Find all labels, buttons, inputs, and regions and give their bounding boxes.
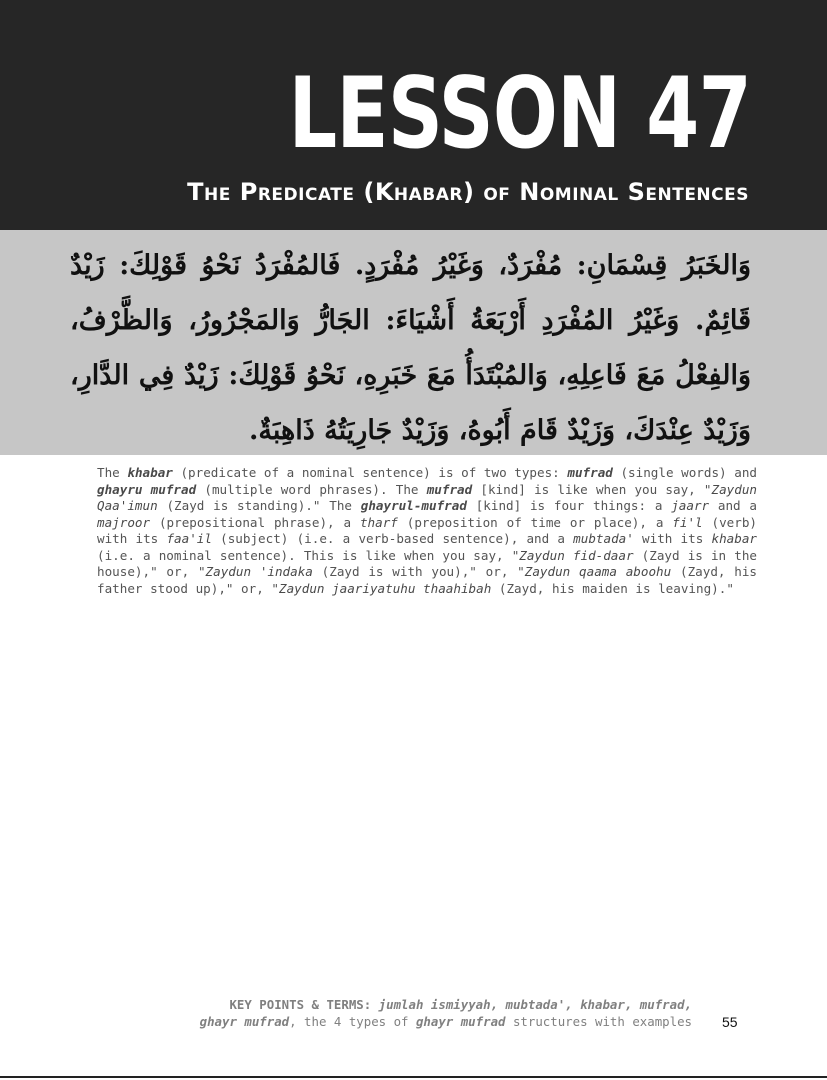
text: structures with examples (505, 1014, 692, 1029)
bottom-rule (0, 1076, 827, 1078)
term: fi'l (672, 514, 703, 530)
lesson-subtitle: The Predicate (Khabar) of Nominal Sentences (187, 178, 749, 206)
text: [kind] is four things: a (466, 498, 672, 513)
text: [kind] is like when you say, " (472, 481, 712, 497)
text: , the 4 types of (289, 1014, 416, 1029)
key-points (132, 996, 692, 1030)
key-terms: jumlah ismiyyah, mubtada', khabar, mufrad, (371, 997, 692, 1012)
text: (Zayd, his father stood up)," or, " (97, 564, 758, 596)
term: majroor (97, 514, 151, 530)
text: (single words) and (612, 465, 757, 480)
term: tharf (359, 514, 398, 530)
term: ghayru mufrad (97, 481, 197, 497)
term: mubtada' (573, 531, 634, 546)
text: and a (709, 498, 757, 513)
english-explanation (97, 465, 757, 597)
term: khabar (127, 465, 173, 480)
key-terms: ghayr mufrad (199, 1014, 290, 1029)
example: Zaydun qaama aboohu (524, 564, 672, 579)
text: (predicate of a nominal sentence) is of two types: (172, 465, 568, 480)
text: (Zayd, his maiden is leaving)." (491, 580, 734, 596)
term: faa'il (166, 531, 212, 546)
arabic-text-band (0, 230, 827, 455)
text: (Zayd is in the house)," or, " (97, 547, 757, 579)
arabic-passage: وَالخَبَرُ قِسْمَانِ: مُفْرَدٌ، وَغَيْرُ مُفْرَدٍ. فَالمُفْرَدُ نَحْوُ قَوْلِكَ: زَيْدٌ قَائِمٌ. وَغَيْرُ المُفْرَدِ أَرْبَعَةُ أَشْيَاءَ: الجَارُّ وَالمَجْرُورُ، وَالظَّرْفُ، وَالفِعْلُ مَعَ فَاعِلِهِ، وَالمُبْتَدَأُ مَعَ خَبَرِهِ، نَحْوُ قَوْلِكَ: زَيْدٌ فِي الدَّارِ، وَزَيْدٌ عِنْدَكَ، وَزَيْدٌ قَامَ أَبُوهُ، وَزَيْدٌ جَارِيَتُهُ ذَاهِبَةٌ. (70, 250, 751, 446)
term: mufrad (567, 465, 613, 480)
text: (subject) (i.e. a verb-based sentence), and a (211, 531, 574, 546)
term: jaarr (671, 498, 710, 513)
page-number: 55 (722, 1014, 738, 1030)
lesson-title: LESSON 47 (288, 57, 751, 171)
text: (Zayd is with you)," or, " (312, 564, 525, 579)
example: Zaydun Qaa'imun (97, 481, 758, 513)
term: khabar (711, 531, 757, 546)
key-terms: ghayr mufrad (415, 1014, 506, 1029)
term: ghayrul-mufrad (360, 498, 467, 513)
example: Zaydun fid-daar (519, 547, 634, 563)
text: (i.e. a nominal sentence). This is like when you say, " (97, 547, 520, 563)
text: (preposition of time or place), a (397, 514, 673, 530)
key-points-label: KEY POINTS & TERMS: (229, 997, 372, 1012)
text: (Zayd is standing)." The (157, 498, 361, 513)
term: mufrad (426, 481, 473, 497)
lesson-header (0, 0, 827, 230)
text: (verb) with its (97, 514, 758, 546)
text: (prepositional phrase), a (150, 514, 360, 530)
example: Zaydun jaariyatuhu thaahibah (278, 580, 492, 596)
example: Zaydun 'indaka (205, 564, 313, 579)
text: (multiple word phrases). The (196, 481, 427, 497)
text: The (97, 465, 128, 480)
text: with its (633, 531, 712, 546)
